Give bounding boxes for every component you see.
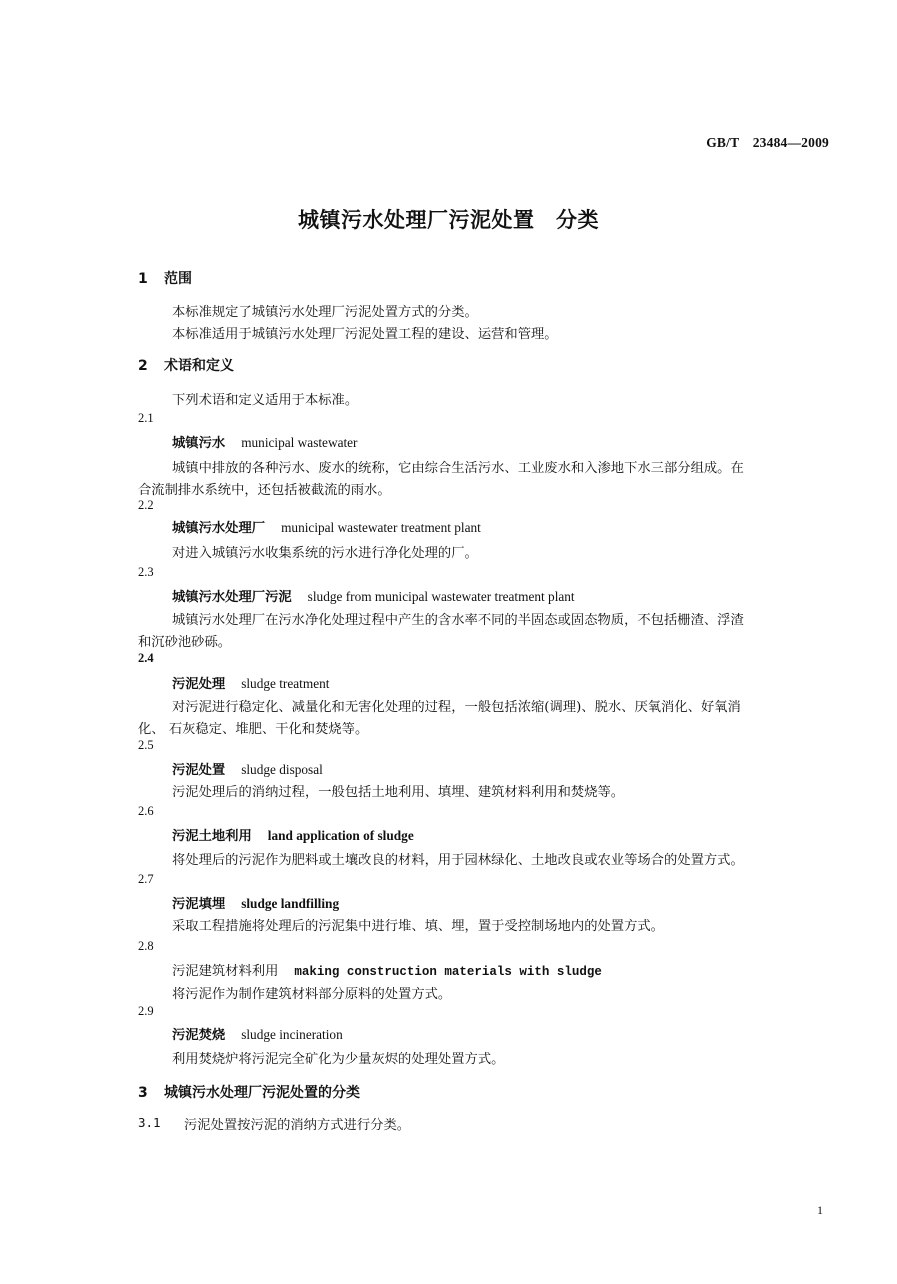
definition-continued: 和沉砂池砂砾。 (138, 635, 232, 650)
definition: 污泥处理后的消纳过程，一般包括土地利用、填埋、建筑材料利用和焚烧等。 (172, 785, 625, 800)
clause-number: 2.4 (138, 651, 154, 665)
clause-number: 2.3 (138, 565, 154, 579)
definition: 采取工程措施将处理后的污泥集中进行堆、填、埋，置于受控制场地内的处置方式。 (172, 919, 664, 934)
term-zh: 城镇污水 (172, 436, 226, 451)
term-zh: 污泥建筑材料利用 (172, 964, 279, 979)
clause-number: 2.6 (138, 804, 154, 818)
paragraph: 本标准适用于城镇污水处理厂污泥处置工程的建设、运营和管理。 (172, 327, 558, 342)
standard-number: GB/T 23484—2009 (706, 135, 829, 150)
clause-number: 3.1 (138, 1115, 161, 1130)
term-zh: 城镇污水处理厂污泥 (172, 590, 292, 605)
clause-number: 2.7 (138, 872, 154, 886)
section-number: 1 (138, 271, 148, 287)
term-zh: 城镇污水处理厂 (172, 521, 266, 536)
term-en: making construction materials with sludge (294, 965, 602, 979)
term-zh: 污泥填埋 (172, 897, 226, 912)
definition: 城镇污水处理厂在污水净化处理过程中产生的含水率不同的半固态或固态物质，不包括栅渣、浮渣 (172, 613, 744, 628)
definition: 对进入城镇污水收集系统的污水进行净化处理的厂。 (172, 546, 478, 561)
clause-number: 2.9 (138, 1004, 154, 1018)
term-en: sludge disposal (241, 762, 323, 777)
section-title: 范围 (164, 271, 192, 287)
term-en: land application of sludge (267, 828, 414, 843)
term-entry (172, 673, 329, 692)
term-entry (172, 759, 323, 778)
term-entry (172, 825, 414, 844)
section-title: 城镇污水处理厂污泥处置的分类 (164, 1085, 360, 1101)
clause-number: 2.2 (138, 498, 154, 512)
term-en: sludge incineration (241, 1027, 343, 1042)
clause-number: 2.1 (138, 411, 154, 425)
term-entry (172, 432, 358, 451)
paragraph: 污泥处置按污泥的消纳方式进行分类。 (184, 1118, 411, 1133)
term-zh: 污泥处理 (172, 677, 226, 692)
definition: 对污泥进行稳定化、减量化和无害化处理的过程，一般包括浓缩(调理)、脱水、厌氧消化、好氧消 (172, 700, 741, 715)
section-title: 术语和定义 (164, 358, 234, 374)
clause-number: 2.8 (138, 939, 154, 953)
term-en: sludge landfilling (241, 896, 340, 911)
clause-number: 2.5 (138, 738, 154, 752)
section-3-heading (138, 1082, 360, 1102)
term-en: municipal wastewater treatment plant (281, 520, 481, 535)
term-zh: 污泥土地利用 (172, 829, 252, 844)
term-entry (172, 960, 602, 979)
term-zh: 污泥处置 (172, 763, 226, 778)
definition-continued: 合流制排水系统中，还包括被截流的雨水。 (138, 483, 391, 498)
term-en: municipal wastewater (241, 435, 358, 450)
section-number: 3 (138, 1085, 148, 1101)
term-zh: 污泥焚烧 (172, 1028, 226, 1043)
section-number: 2 (138, 358, 148, 374)
page-number: 1 (817, 1203, 823, 1217)
definition-continued: 化、 石灰稳定、堆肥、干化和焚烧等。 (138, 722, 369, 737)
document-title: 城镇污水处理厂污泥处置 分类 (298, 208, 599, 232)
definition: 将处理后的污泥作为肥料或土壤改良的材料，用于园林绿化、土地改良或农业等场合的处置方式。 (172, 853, 744, 868)
paragraph: 本标准规定了城镇污水处理厂污泥处置方式的分类。 (172, 305, 478, 320)
term-entry (172, 1024, 343, 1043)
term-entry (172, 893, 339, 912)
definition: 将污泥作为制作建筑材料部分原料的处置方式。 (172, 987, 452, 1002)
term-entry (172, 517, 481, 536)
term-entry (172, 586, 575, 605)
definition: 城镇中排放的各种污水、废水的统称，它由综合生活污水、工业废水和入渗地下水三部分组成。在 (172, 461, 744, 476)
section-1-heading (138, 268, 192, 288)
definition: 利用焚烧炉将污泥完全矿化为少量灰烬的处理处置方式。 (172, 1052, 505, 1067)
term-en: sludge treatment (241, 676, 330, 691)
section-2-heading (138, 355, 234, 375)
term-en: sludge from municipal wastewater treatment plant (307, 589, 575, 604)
paragraph: 下列术语和定义适用于本标准。 (172, 393, 359, 408)
